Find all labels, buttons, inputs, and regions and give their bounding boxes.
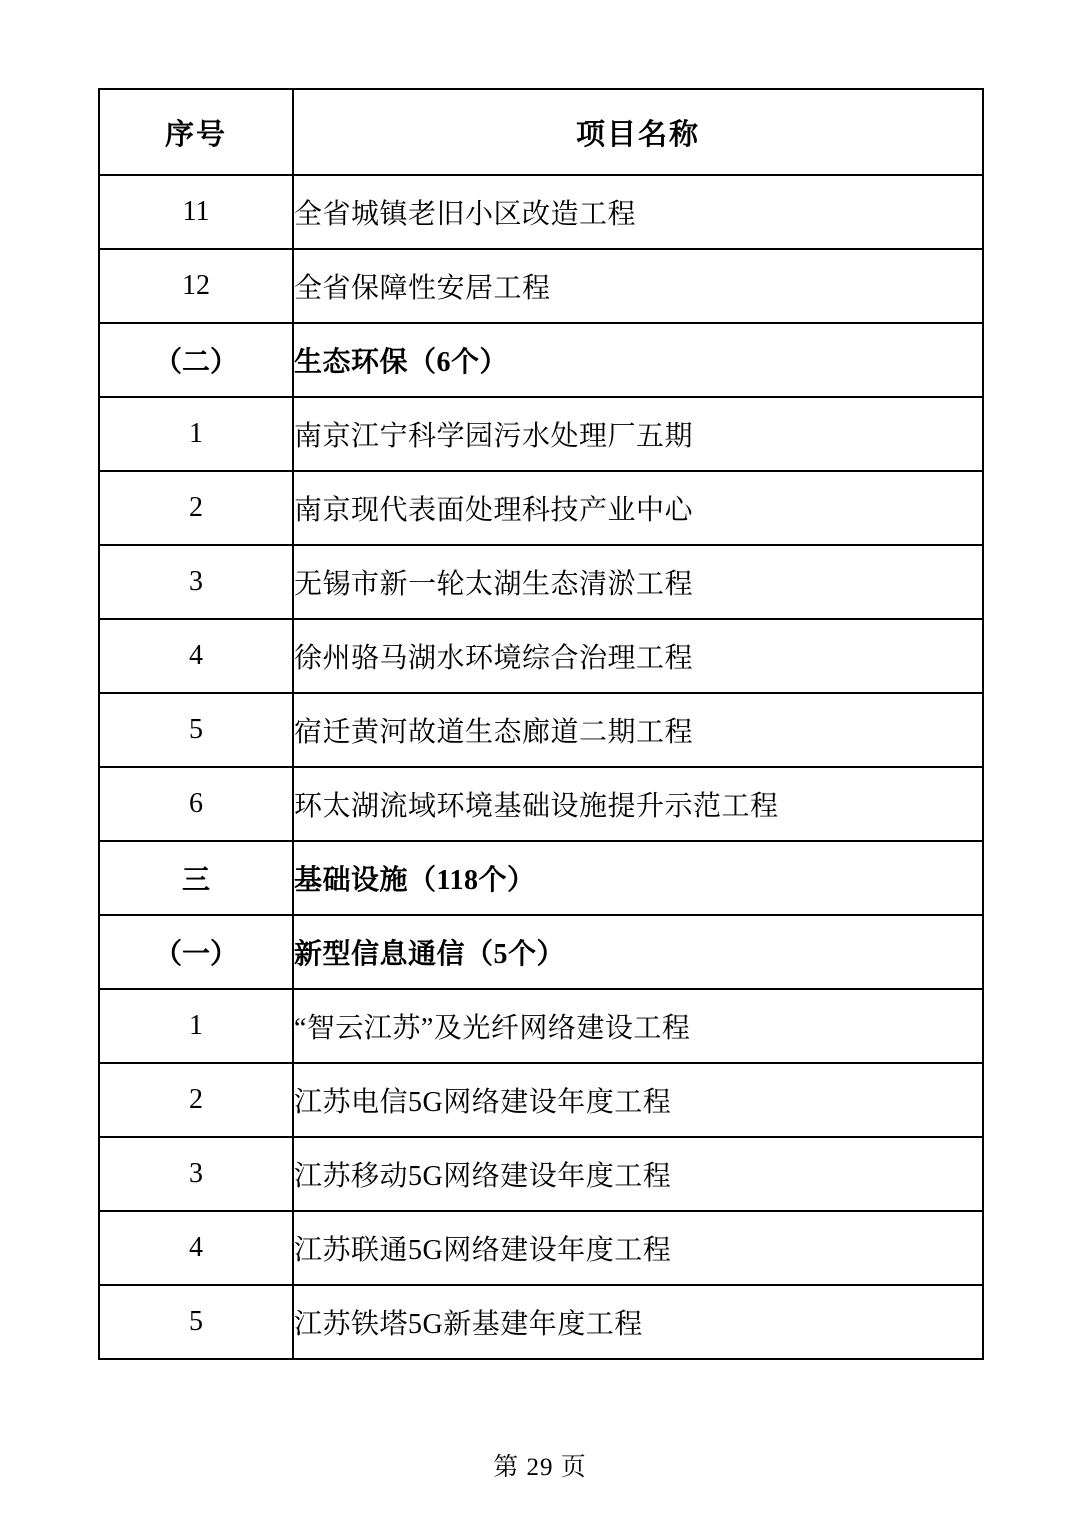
row-index-cell: 三: [99, 841, 293, 915]
row-index-cell: 12: [99, 249, 293, 323]
column-header-name: 项目名称: [293, 89, 983, 175]
row-project-name-cell: 徐州骆马湖水环境综合治理工程: [293, 619, 983, 693]
page-footer: 第 29 页: [493, 1454, 587, 1481]
row-index-cell: 5: [99, 1285, 293, 1359]
row-index-cell: 2: [99, 1063, 293, 1137]
row-index-cell: 2: [99, 471, 293, 545]
row-project-name-cell: 新型信息通信（5个）: [293, 915, 983, 989]
row-index-cell: 1: [99, 989, 293, 1063]
row-project-name-cell: 宿迁黄河故道生态廊道二期工程: [293, 693, 983, 767]
table-row: [99, 1211, 983, 1285]
row-index-cell: 1: [99, 397, 293, 471]
table-row: [99, 1285, 983, 1359]
table-header: [99, 89, 983, 175]
row-project-name-cell: 南京江宁科学园污水处理厂五期: [293, 397, 983, 471]
table-row: [99, 1137, 983, 1211]
row-project-name-cell: 生态环保（6个）: [293, 323, 983, 397]
row-project-name-cell: 江苏联通5G网络建设年度工程: [293, 1211, 983, 1285]
table-row: [99, 841, 983, 915]
row-index-cell: 3: [99, 545, 293, 619]
table-row: [99, 989, 983, 1063]
table-row: [99, 1063, 983, 1137]
row-project-name-cell: 全省保障性安居工程: [293, 249, 983, 323]
row-index-cell: 4: [99, 1211, 293, 1285]
row-project-name-cell: 江苏铁塔5G新基建年度工程: [293, 1285, 983, 1359]
row-index-cell: 3: [99, 1137, 293, 1211]
row-project-name-cell: 江苏移动5G网络建设年度工程: [293, 1137, 983, 1211]
row-index-cell: 5: [99, 693, 293, 767]
row-index-cell: 11: [99, 175, 293, 249]
column-header-no: 序号: [99, 89, 293, 175]
row-project-name-cell: 基础设施（118个）: [293, 841, 983, 915]
row-project-name-cell: 无锡市新一轮太湖生态清淤工程: [293, 545, 983, 619]
table-header-row: [99, 89, 983, 175]
row-index-cell: （二）: [99, 323, 293, 397]
row-project-name-cell: 环太湖流域环境基础设施提升示范工程: [293, 767, 983, 841]
table-row: [99, 915, 983, 989]
table-row: [99, 249, 983, 323]
table-body: [99, 175, 983, 1359]
row-project-name-cell: 全省城镇老旧小区改造工程: [293, 175, 983, 249]
table-row: [99, 397, 983, 471]
table-row: [99, 175, 983, 249]
table-row: [99, 693, 983, 767]
table-row: [99, 619, 983, 693]
table-row: [99, 767, 983, 841]
table-row: [99, 545, 983, 619]
row-index-cell: 6: [99, 767, 293, 841]
row-project-name-cell: 南京现代表面处理科技产业中心: [293, 471, 983, 545]
row-project-name-cell: “智云江苏”及光纤网络建设工程: [293, 989, 983, 1063]
table-row: [99, 323, 983, 397]
row-project-name-cell: 江苏电信5G网络建设年度工程: [293, 1063, 983, 1137]
table-row: [99, 471, 983, 545]
row-index-cell: （一）: [99, 915, 293, 989]
project-table: [98, 88, 984, 1360]
row-index-cell: 4: [99, 619, 293, 693]
